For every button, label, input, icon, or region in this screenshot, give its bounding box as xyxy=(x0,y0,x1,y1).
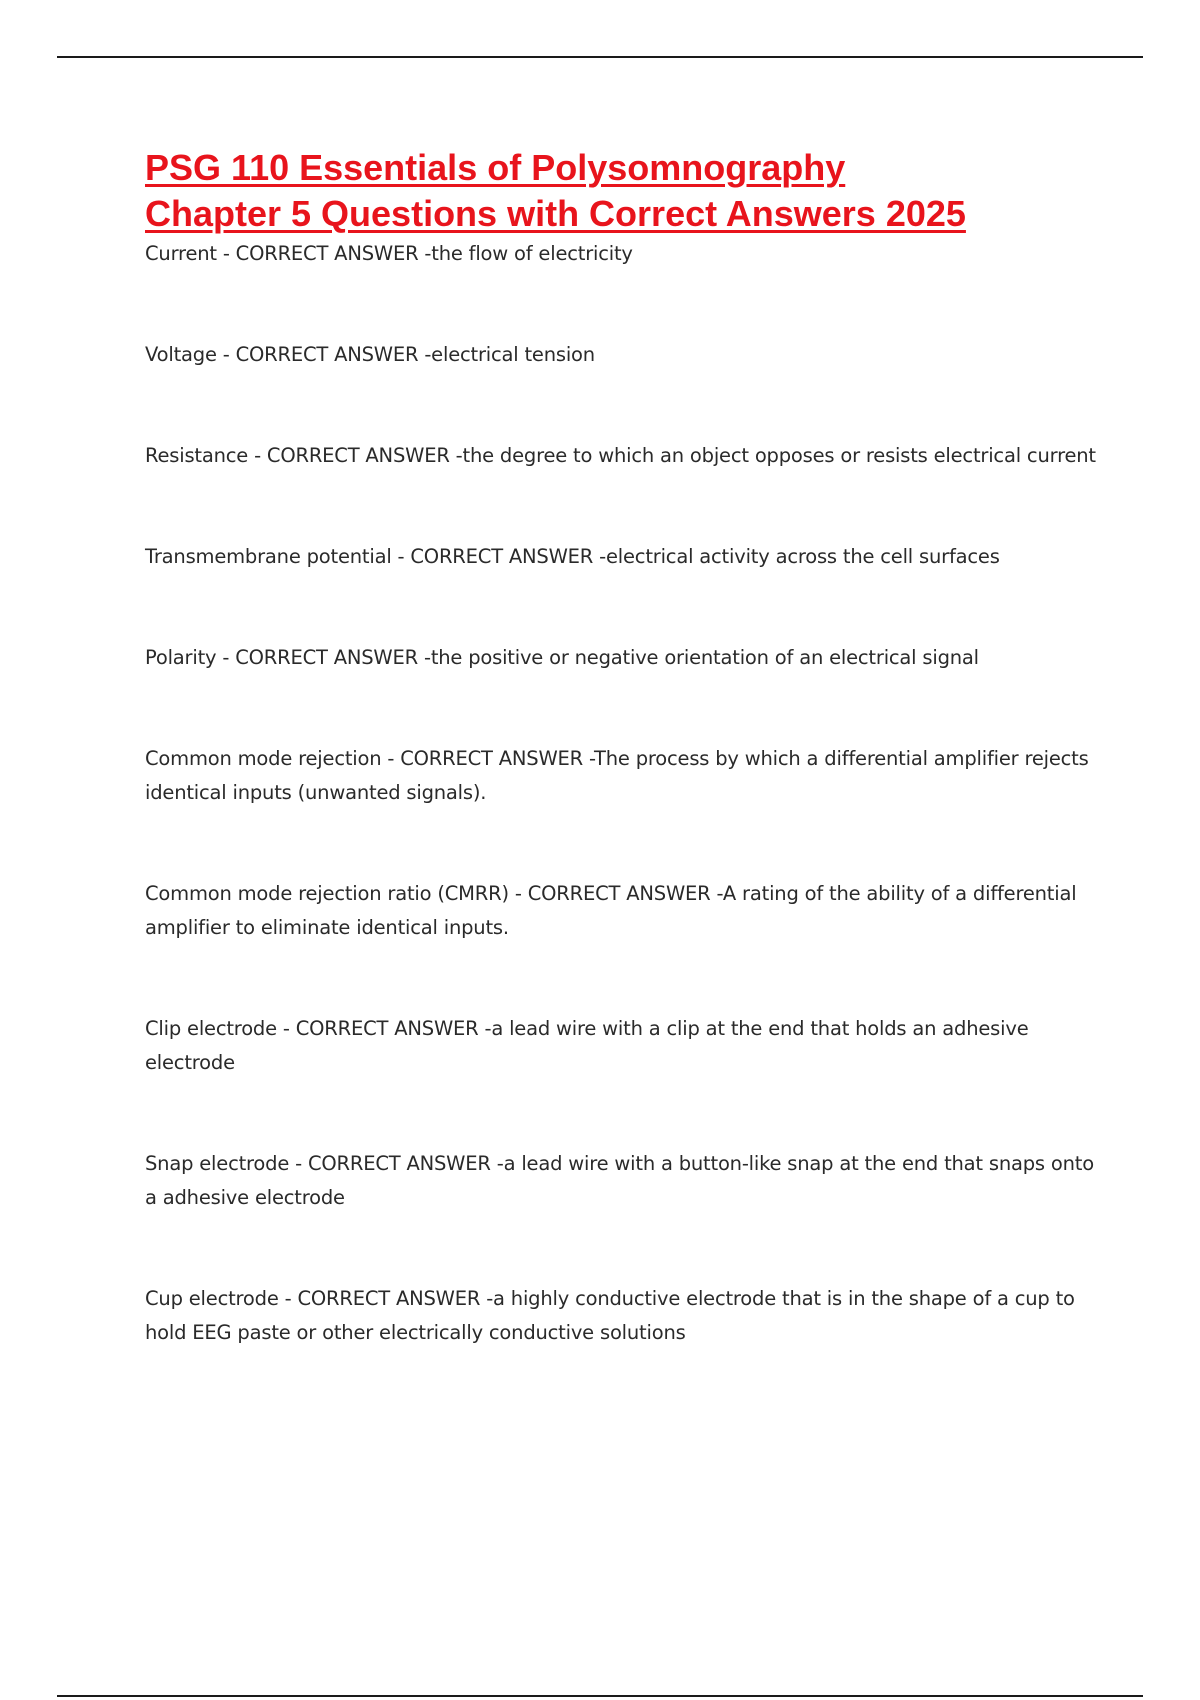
qa-item-common-mode-rejection: Common mode rejection - CORRECT ANSWER -The process by which a differential amplifier rejects identical inputs (unwanted signals). xyxy=(145,747,1089,804)
bottom-rule xyxy=(57,1695,1143,1697)
top-rule xyxy=(57,56,1143,58)
title-line-1: PSG 110 Essentials of Polysomnography xyxy=(145,147,846,188)
qa-item-voltage: Voltage - CORRECT ANSWER -electrical tension xyxy=(145,343,595,366)
qa-item-cmrr: Common mode rejection ratio (CMRR) - CORRECT ANSWER -A rating of the ability of a differential amplifier to eliminate identical inputs. xyxy=(145,882,1077,939)
qa-item-resistance: Resistance - CORRECT ANSWER -the degree to which an object opposes or resists electrical current xyxy=(145,444,1096,467)
qa-list xyxy=(145,237,1100,1350)
title-line-2: Chapter 5 Questions with Correct Answers 2025 xyxy=(145,193,966,234)
qa-item-transmembrane-potential: Transmembrane potential - CORRECT ANSWER -electrical activity across the cell surfaces xyxy=(145,545,1000,568)
document-body xyxy=(145,145,1100,1350)
qa-item-polarity: Polarity - CORRECT ANSWER -the positive or negative orientation of an electrical signal xyxy=(145,646,979,669)
qa-item-cup-electrode: Cup electrode - CORRECT ANSWER -a highly conductive electrode that is in the shape of a cup to hold EEG paste or other electrically conductive solutions xyxy=(145,1287,1075,1344)
qa-item-snap-electrode: Snap electrode - CORRECT ANSWER -a lead wire with a button-like snap at the end that snaps onto a adhesive electrode xyxy=(145,1152,1094,1209)
document-title xyxy=(145,145,1100,237)
qa-item-current: Current - CORRECT ANSWER -the flow of electricity xyxy=(145,242,633,265)
qa-item-clip-electrode: Clip electrode - CORRECT ANSWER -a lead wire with a clip at the end that holds an adhesive electrode xyxy=(145,1017,1029,1074)
